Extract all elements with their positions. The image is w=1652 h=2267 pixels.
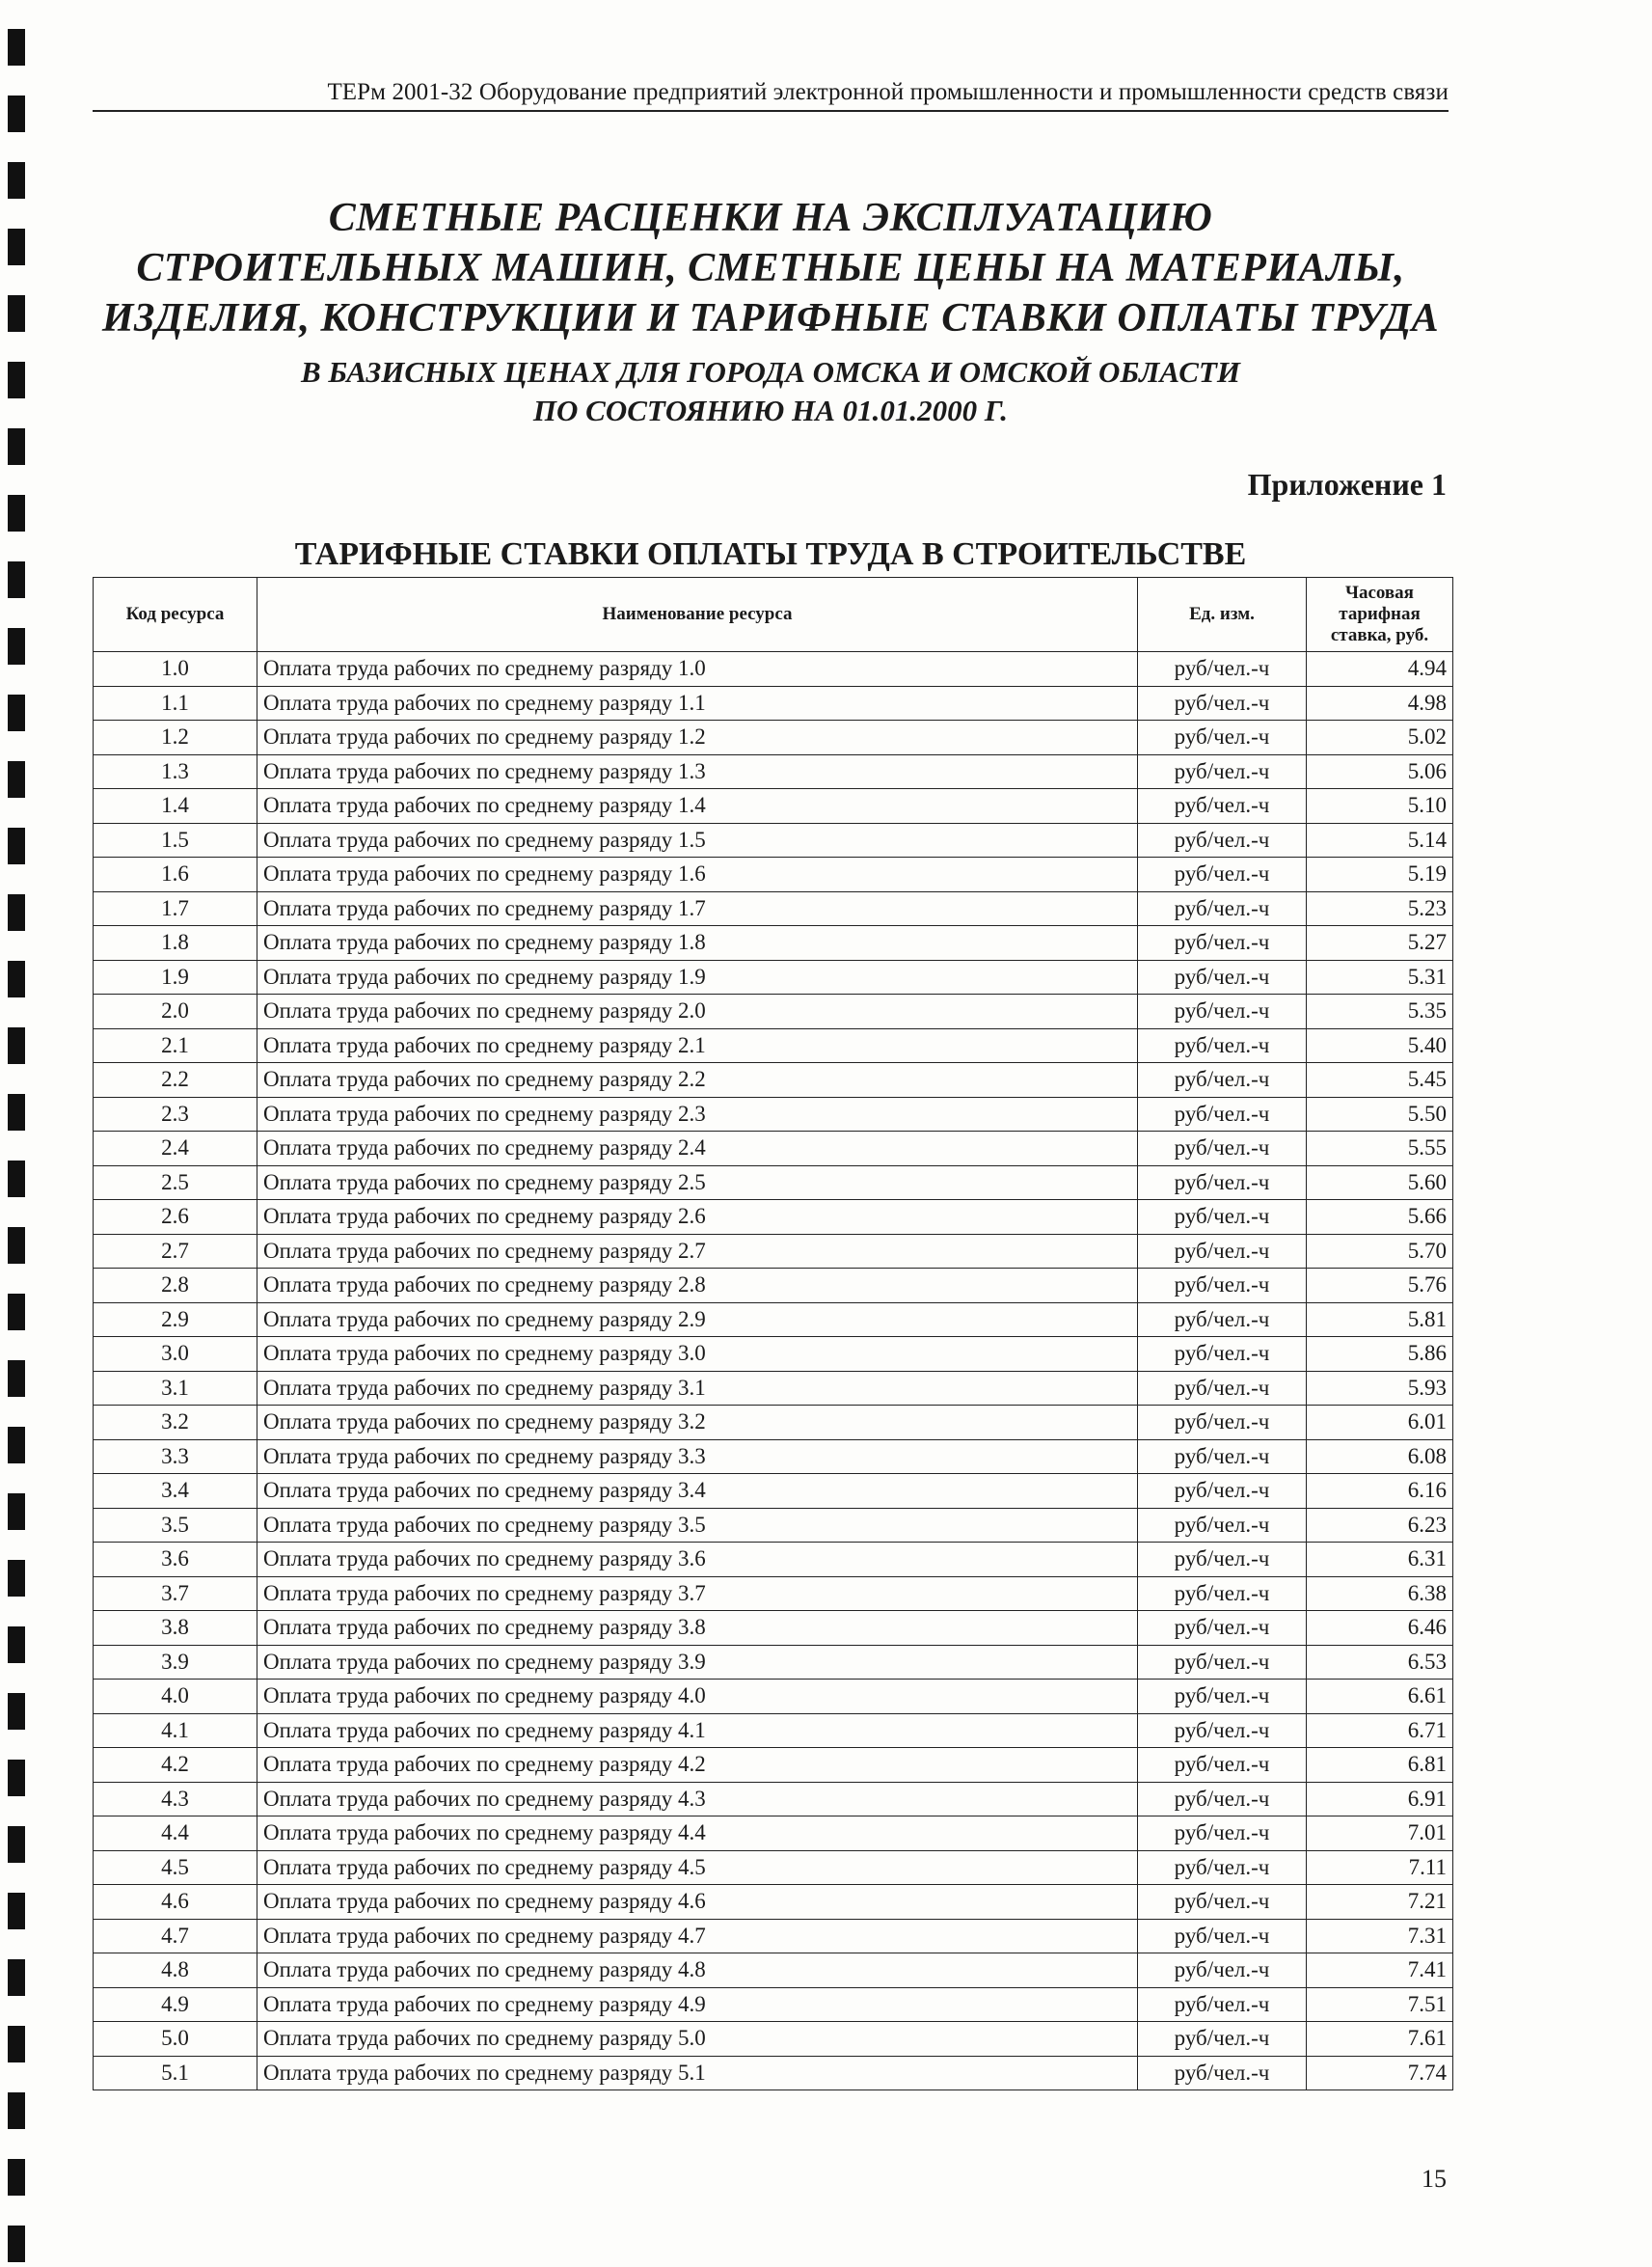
header-unit: Ед. изм. [1138, 578, 1307, 652]
table-row [94, 1200, 1453, 1235]
cell-name: Оплата труда рабочих по среднему разряду 1.6 [257, 858, 1138, 892]
cell-unit: руб/чел.-ч [1138, 1782, 1307, 1816]
binding-hole [8, 1626, 25, 1663]
table-row [94, 995, 1453, 1029]
table-row [94, 789, 1453, 824]
table-row [94, 1234, 1453, 1269]
binding-hole [8, 2226, 25, 2262]
binding-hole [8, 828, 25, 864]
cell-unit: руб/чел.-ч [1138, 1132, 1307, 1166]
cell-name: Оплата труда рабочих по среднему разряду 2.4 [257, 1132, 1138, 1166]
cell-rate: 5.19 [1307, 858, 1453, 892]
table-row [94, 1508, 1453, 1543]
table-row [94, 1987, 1453, 2022]
cell-name: Оплата труда рабочих по среднему разряду 3.0 [257, 1337, 1138, 1372]
cell-unit: руб/чел.-ч [1138, 1200, 1307, 1235]
cell-name: Оплата труда рабочих по среднему разряду 1.1 [257, 686, 1138, 721]
table-row [94, 652, 1453, 687]
cell-rate: 5.40 [1307, 1028, 1453, 1063]
sub-title-line: В БАЗИСНЫХ ЦЕНАХ ДЛЯ ГОРОДА ОМСКА И ОМСКОЙ ОБЛАСТИ [300, 355, 1241, 389]
cell-unit: руб/чел.-ч [1138, 1302, 1307, 1337]
cell-rate: 7.11 [1307, 1850, 1453, 1885]
cell-code: 5.0 [94, 2022, 257, 2057]
cell-rate: 5.10 [1307, 789, 1453, 824]
cell-unit: руб/чел.-ч [1138, 960, 1307, 995]
cell-code: 4.5 [94, 1850, 257, 1885]
main-title-line: ИЗДЕЛИЯ, КОНСТРУКЦИИ И ТАРИФНЫЕ СТАВКИ ОПЛАТЫ ТРУДА [101, 296, 1440, 341]
cell-code: 5.1 [94, 2056, 257, 2090]
cell-code: 1.6 [94, 858, 257, 892]
cell-code: 4.3 [94, 1782, 257, 1816]
cell-rate: 5.06 [1307, 754, 1453, 789]
cell-name: Оплата труда рабочих по среднему разряду 1.0 [257, 652, 1138, 687]
cell-rate: 5.86 [1307, 1337, 1453, 1372]
cell-unit: руб/чел.-ч [1138, 1474, 1307, 1509]
cell-name: Оплата труда рабочих по среднему разряду 3.2 [257, 1406, 1138, 1440]
cell-name: Оплата труда рабочих по среднему разряду 2.7 [257, 1234, 1138, 1269]
cell-name: Оплата труда рабочих по среднему разряду 2.5 [257, 1165, 1138, 1200]
cell-name: Оплата труда рабочих по среднему разряду 5.0 [257, 2022, 1138, 2057]
table-row [94, 754, 1453, 789]
cell-unit: руб/чел.-ч [1138, 1234, 1307, 1269]
cell-name: Оплата труда рабочих по среднему разряду 1.3 [257, 754, 1138, 789]
table-row [94, 1919, 1453, 1953]
cell-rate: 5.81 [1307, 1302, 1453, 1337]
table-row [94, 1132, 1453, 1166]
header-rate: Часовая тарифная ставка, руб. [1307, 578, 1453, 652]
binding-hole [8, 362, 25, 398]
cell-name: Оплата труда рабочих по среднему разряду 4.3 [257, 1782, 1138, 1816]
binding-hole [8, 229, 25, 265]
cell-name: Оплата труда рабочих по среднему разряду 2.6 [257, 1200, 1138, 1235]
cell-code: 3.9 [94, 1645, 257, 1680]
cell-unit: руб/чел.-ч [1138, 1543, 1307, 1577]
cell-name: Оплата труда рабочих по среднему разряду 4.5 [257, 1850, 1138, 1885]
cell-rate: 7.21 [1307, 1885, 1453, 1920]
cell-unit: руб/чел.-ч [1138, 1063, 1307, 1098]
cell-rate: 6.81 [1307, 1748, 1453, 1783]
cell-code: 3.0 [94, 1337, 257, 1372]
cell-name: Оплата труда рабочих по среднему разряду 1.7 [257, 891, 1138, 926]
cell-unit: руб/чел.-ч [1138, 1508, 1307, 1543]
header-code: Код ресурса [94, 578, 257, 652]
cell-unit: руб/чел.-ч [1138, 754, 1307, 789]
cell-code: 3.2 [94, 1406, 257, 1440]
table-row [94, 1576, 1453, 1611]
binding-hole [8, 761, 25, 798]
table-header-row [94, 578, 1453, 652]
binding-hole [8, 1227, 25, 1264]
appendix-label: Приложение 1 [1247, 467, 1447, 502]
cell-unit: руб/чел.-ч [1138, 1028, 1307, 1063]
cell-unit: руб/чел.-ч [1138, 858, 1307, 892]
cell-unit: руб/чел.-ч [1138, 1097, 1307, 1132]
binding-hole [8, 695, 25, 731]
table-row [94, 2056, 1453, 2090]
rates-table [93, 577, 1453, 2090]
sub-title [93, 353, 1449, 430]
cell-code: 1.8 [94, 926, 257, 961]
main-title [93, 193, 1449, 343]
cell-name: Оплата труда рабочих по среднему разряду 3.3 [257, 1439, 1138, 1474]
cell-code: 3.1 [94, 1371, 257, 1406]
binding-hole [8, 1560, 25, 1597]
cell-code: 4.7 [94, 1919, 257, 1953]
cell-unit: руб/чел.-ч [1138, 926, 1307, 961]
page-number: 15 [1422, 2165, 1447, 2193]
cell-unit: руб/чел.-ч [1138, 1713, 1307, 1748]
table-row [94, 1543, 1453, 1577]
cell-unit: руб/чел.-ч [1138, 1953, 1307, 1988]
cell-rate: 5.60 [1307, 1165, 1453, 1200]
table-row [94, 1269, 1453, 1303]
cell-name: Оплата труда рабочих по среднему разряду 1.2 [257, 721, 1138, 755]
table-row [94, 721, 1453, 755]
cell-unit: руб/чел.-ч [1138, 1406, 1307, 1440]
table-row [94, 686, 1453, 721]
cell-unit: руб/чел.-ч [1138, 1919, 1307, 1953]
table-row [94, 1028, 1453, 1063]
cell-name: Оплата труда рабочих по среднему разряду 2.0 [257, 995, 1138, 1029]
binding-hole [8, 1493, 25, 1530]
cell-code: 2.8 [94, 1269, 257, 1303]
cell-code: 4.0 [94, 1680, 257, 1714]
table-row [94, 1406, 1453, 1440]
cell-name: Оплата труда рабочих по среднему разряду 3.5 [257, 1508, 1138, 1543]
cell-unit: руб/чел.-ч [1138, 2022, 1307, 2057]
binding-hole [8, 1427, 25, 1463]
table-row [94, 858, 1453, 892]
binding-hole [8, 2159, 25, 2196]
cell-code: 3.5 [94, 1508, 257, 1543]
cell-code: 4.8 [94, 1953, 257, 1988]
cell-unit: руб/чел.-ч [1138, 789, 1307, 824]
cell-rate: 5.31 [1307, 960, 1453, 995]
binding-hole [8, 961, 25, 997]
cell-name: Оплата труда рабочих по среднему разряду 3.1 [257, 1371, 1138, 1406]
cell-unit: руб/чел.-ч [1138, 823, 1307, 858]
cell-rate: 5.23 [1307, 891, 1453, 926]
table-row [94, 1302, 1453, 1337]
cell-rate: 7.74 [1307, 2056, 1453, 2090]
table-row [94, 1885, 1453, 1920]
cell-rate: 5.02 [1307, 721, 1453, 755]
cell-rate: 6.08 [1307, 1439, 1453, 1474]
cell-name: Оплата труда рабочих по среднему разряду 2.1 [257, 1028, 1138, 1063]
binding-hole [8, 1693, 25, 1730]
cell-rate: 6.91 [1307, 1782, 1453, 1816]
cell-code: 1.4 [94, 789, 257, 824]
cell-name: Оплата труда рабочих по среднему разряду 4.4 [257, 1816, 1138, 1851]
cell-name: Оплата труда рабочих по среднему разряду 1.8 [257, 926, 1138, 961]
cell-rate: 6.71 [1307, 1713, 1453, 1748]
binding-hole [8, 1027, 25, 1064]
cell-name: Оплата труда рабочих по среднему разряду 1.9 [257, 960, 1138, 995]
cell-code: 4.1 [94, 1713, 257, 1748]
cell-code: 1.3 [94, 754, 257, 789]
table-row [94, 1474, 1453, 1509]
cell-name: Оплата труда рабочих по среднему разряду 3.9 [257, 1645, 1138, 1680]
cell-name: Оплата труда рабочих по среднему разряду 4.8 [257, 1953, 1138, 1988]
cell-code: 1.5 [94, 823, 257, 858]
table-row [94, 1713, 1453, 1748]
cell-rate: 7.41 [1307, 1953, 1453, 1988]
cell-rate: 6.23 [1307, 1508, 1453, 1543]
cell-name: Оплата труда рабочих по среднему разряду 4.1 [257, 1713, 1138, 1748]
cell-name: Оплата труда рабочих по среднему разряду 2.9 [257, 1302, 1138, 1337]
table-row [94, 1782, 1453, 1816]
table-row [94, 1680, 1453, 1714]
cell-name: Оплата труда рабочих по среднему разряду 4.9 [257, 1987, 1138, 2022]
cell-rate: 5.66 [1307, 1200, 1453, 1235]
binding-hole [8, 1760, 25, 1796]
table-row [94, 1063, 1453, 1098]
table-row [94, 2022, 1453, 2057]
cell-code: 2.4 [94, 1132, 257, 1166]
cell-name: Оплата труда рабочих по среднему разряду 5.1 [257, 2056, 1138, 2090]
table-row [94, 1165, 1453, 1200]
cell-code: 2.7 [94, 1234, 257, 1269]
binding-hole [8, 1893, 25, 1929]
cell-unit: руб/чел.-ч [1138, 1816, 1307, 1851]
table-row [94, 1337, 1453, 1372]
cell-name: Оплата труда рабочих по среднему разряду 3.6 [257, 1543, 1138, 1577]
sub-title-line: ПО СОСТОЯНИЮ НА 01.01.2000 Г. [532, 394, 1009, 427]
cell-code: 1.9 [94, 960, 257, 995]
table-row [94, 1371, 1453, 1406]
cell-name: Оплата труда рабочих по среднему разряду 4.7 [257, 1919, 1138, 1953]
cell-name: Оплата труда рабочих по среднему разряду 1.4 [257, 789, 1138, 824]
cell-rate: 6.16 [1307, 1474, 1453, 1509]
table-row [94, 1097, 1453, 1132]
cell-rate: 4.94 [1307, 652, 1453, 687]
cell-unit: руб/чел.-ч [1138, 652, 1307, 687]
cell-rate: 5.70 [1307, 1234, 1453, 1269]
cell-code: 4.2 [94, 1748, 257, 1783]
cell-code: 4.6 [94, 1885, 257, 1920]
binding-hole [8, 162, 25, 199]
binding-hole [8, 495, 25, 532]
main-title-line: СТРОИТЕЛЬНЫХ МАШИН, СМЕТНЫЕ ЦЕНЫ НА МАТЕРИАЛЫ, [136, 246, 1405, 290]
cell-rate: 5.50 [1307, 1097, 1453, 1132]
table-row [94, 1611, 1453, 1646]
cell-rate: 7.51 [1307, 1987, 1453, 2022]
cell-code: 4.4 [94, 1816, 257, 1851]
cell-unit: руб/чел.-ч [1138, 1337, 1307, 1372]
cell-code: 2.2 [94, 1063, 257, 1098]
table-row [94, 1439, 1453, 1474]
cell-name: Оплата труда рабочих по среднему разряду 3.8 [257, 1611, 1138, 1646]
cell-unit: руб/чел.-ч [1138, 1371, 1307, 1406]
cell-rate: 5.45 [1307, 1063, 1453, 1098]
binding-hole [8, 1294, 25, 1330]
table-row [94, 1816, 1453, 1851]
cell-rate: 6.53 [1307, 1645, 1453, 1680]
cell-unit: руб/чел.-ч [1138, 1611, 1307, 1646]
binding-hole [8, 428, 25, 465]
cell-rate: 5.14 [1307, 823, 1453, 858]
cell-unit: руб/чел.-ч [1138, 1576, 1307, 1611]
table-body [94, 652, 1453, 2090]
cell-rate: 7.31 [1307, 1919, 1453, 1953]
binding-hole [8, 1360, 25, 1397]
cell-code: 1.7 [94, 891, 257, 926]
binding-hole [8, 894, 25, 931]
cell-code: 1.1 [94, 686, 257, 721]
binding-hole [8, 295, 25, 332]
binding-hole [8, 1094, 25, 1131]
cell-unit: руб/чел.-ч [1138, 1748, 1307, 1783]
cell-code: 3.3 [94, 1439, 257, 1474]
cell-name: Оплата труда рабочих по среднему разряду 2.2 [257, 1063, 1138, 1098]
binding-hole [8, 29, 25, 66]
table-title: ТАРИФНЫЕ СТАВКИ ОПЛАТЫ ТРУДА В СТРОИТЕЛЬСТВЕ [294, 536, 1247, 572]
table-row [94, 1645, 1453, 1680]
cell-unit: руб/чел.-ч [1138, 1850, 1307, 1885]
cell-code: 2.3 [94, 1097, 257, 1132]
cell-code: 1.2 [94, 721, 257, 755]
binding-hole [8, 628, 25, 665]
table-row [94, 823, 1453, 858]
cell-code: 3.4 [94, 1474, 257, 1509]
cell-name: Оплата труда рабочих по среднему разряду 4.2 [257, 1748, 1138, 1783]
cell-rate: 7.01 [1307, 1816, 1453, 1851]
cell-unit: руб/чел.-ч [1138, 721, 1307, 755]
binding-hole [8, 2092, 25, 2129]
cell-unit: руб/чел.-ч [1138, 1165, 1307, 1200]
binding-hole [8, 2026, 25, 2062]
cell-code: 1.0 [94, 652, 257, 687]
cell-rate: 7.61 [1307, 2022, 1453, 2057]
cell-code: 3.7 [94, 1576, 257, 1611]
cell-code: 2.5 [94, 1165, 257, 1200]
table-row [94, 1953, 1453, 1988]
running-header: ТЕРм 2001-32 Оборудование предприятий электронной промышленности и промышленности средств связи [93, 79, 1449, 112]
binding-hole [8, 96, 25, 132]
binding-hole [8, 1161, 25, 1197]
cell-rate: 5.55 [1307, 1132, 1453, 1166]
table-row [94, 891, 1453, 926]
cell-code: 2.0 [94, 995, 257, 1029]
cell-rate: 6.61 [1307, 1680, 1453, 1714]
cell-rate: 5.76 [1307, 1269, 1453, 1303]
main-title-line: СМЕТНЫЕ РАСЦЕНКИ НА ЭКСПЛУАТАЦИЮ [328, 196, 1213, 240]
cell-code: 2.6 [94, 1200, 257, 1235]
cell-code: 3.8 [94, 1611, 257, 1646]
cell-rate: 6.31 [1307, 1543, 1453, 1577]
table-row [94, 1748, 1453, 1783]
cell-unit: руб/чел.-ч [1138, 1645, 1307, 1680]
cell-name: Оплата труда рабочих по среднему разряду 2.3 [257, 1097, 1138, 1132]
cell-name: Оплата труда рабочих по среднему разряду 3.4 [257, 1474, 1138, 1509]
cell-rate: 5.35 [1307, 995, 1453, 1029]
cell-name: Оплата труда рабочих по среднему разряду 2.8 [257, 1269, 1138, 1303]
cell-unit: руб/чел.-ч [1138, 1269, 1307, 1303]
cell-name: Оплата труда рабочих по среднему разряду 4.0 [257, 1680, 1138, 1714]
cell-name: Оплата труда рабочих по среднему разряду 1.5 [257, 823, 1138, 858]
table-row [94, 960, 1453, 995]
cell-unit: руб/чел.-ч [1138, 1439, 1307, 1474]
cell-name: Оплата труда рабочих по среднему разряду 4.6 [257, 1885, 1138, 1920]
cell-code: 4.9 [94, 1987, 257, 2022]
cell-rate: 4.98 [1307, 686, 1453, 721]
cell-unit: руб/чел.-ч [1138, 1885, 1307, 1920]
binding-hole [8, 1959, 25, 1996]
cell-rate: 6.46 [1307, 1611, 1453, 1646]
cell-code: 2.9 [94, 1302, 257, 1337]
cell-unit: руб/чел.-ч [1138, 1680, 1307, 1714]
cell-unit: руб/чел.-ч [1138, 891, 1307, 926]
table-row [94, 926, 1453, 961]
header-name: Наименование ресурса [257, 578, 1138, 652]
cell-rate: 5.27 [1307, 926, 1453, 961]
cell-rate: 5.93 [1307, 1371, 1453, 1406]
cell-unit: руб/чел.-ч [1138, 995, 1307, 1029]
cell-code: 3.6 [94, 1543, 257, 1577]
cell-rate: 6.38 [1307, 1576, 1453, 1611]
cell-unit: руб/чел.-ч [1138, 686, 1307, 721]
cell-name: Оплата труда рабочих по среднему разряду 3.7 [257, 1576, 1138, 1611]
cell-unit: руб/чел.-ч [1138, 2056, 1307, 2090]
cell-unit: руб/чел.-ч [1138, 1987, 1307, 2022]
binding-hole [8, 1826, 25, 1863]
binding-hole [8, 561, 25, 598]
cell-rate: 6.01 [1307, 1406, 1453, 1440]
binding-marks [0, 0, 39, 2267]
table-row [94, 1850, 1453, 1885]
cell-code: 2.1 [94, 1028, 257, 1063]
